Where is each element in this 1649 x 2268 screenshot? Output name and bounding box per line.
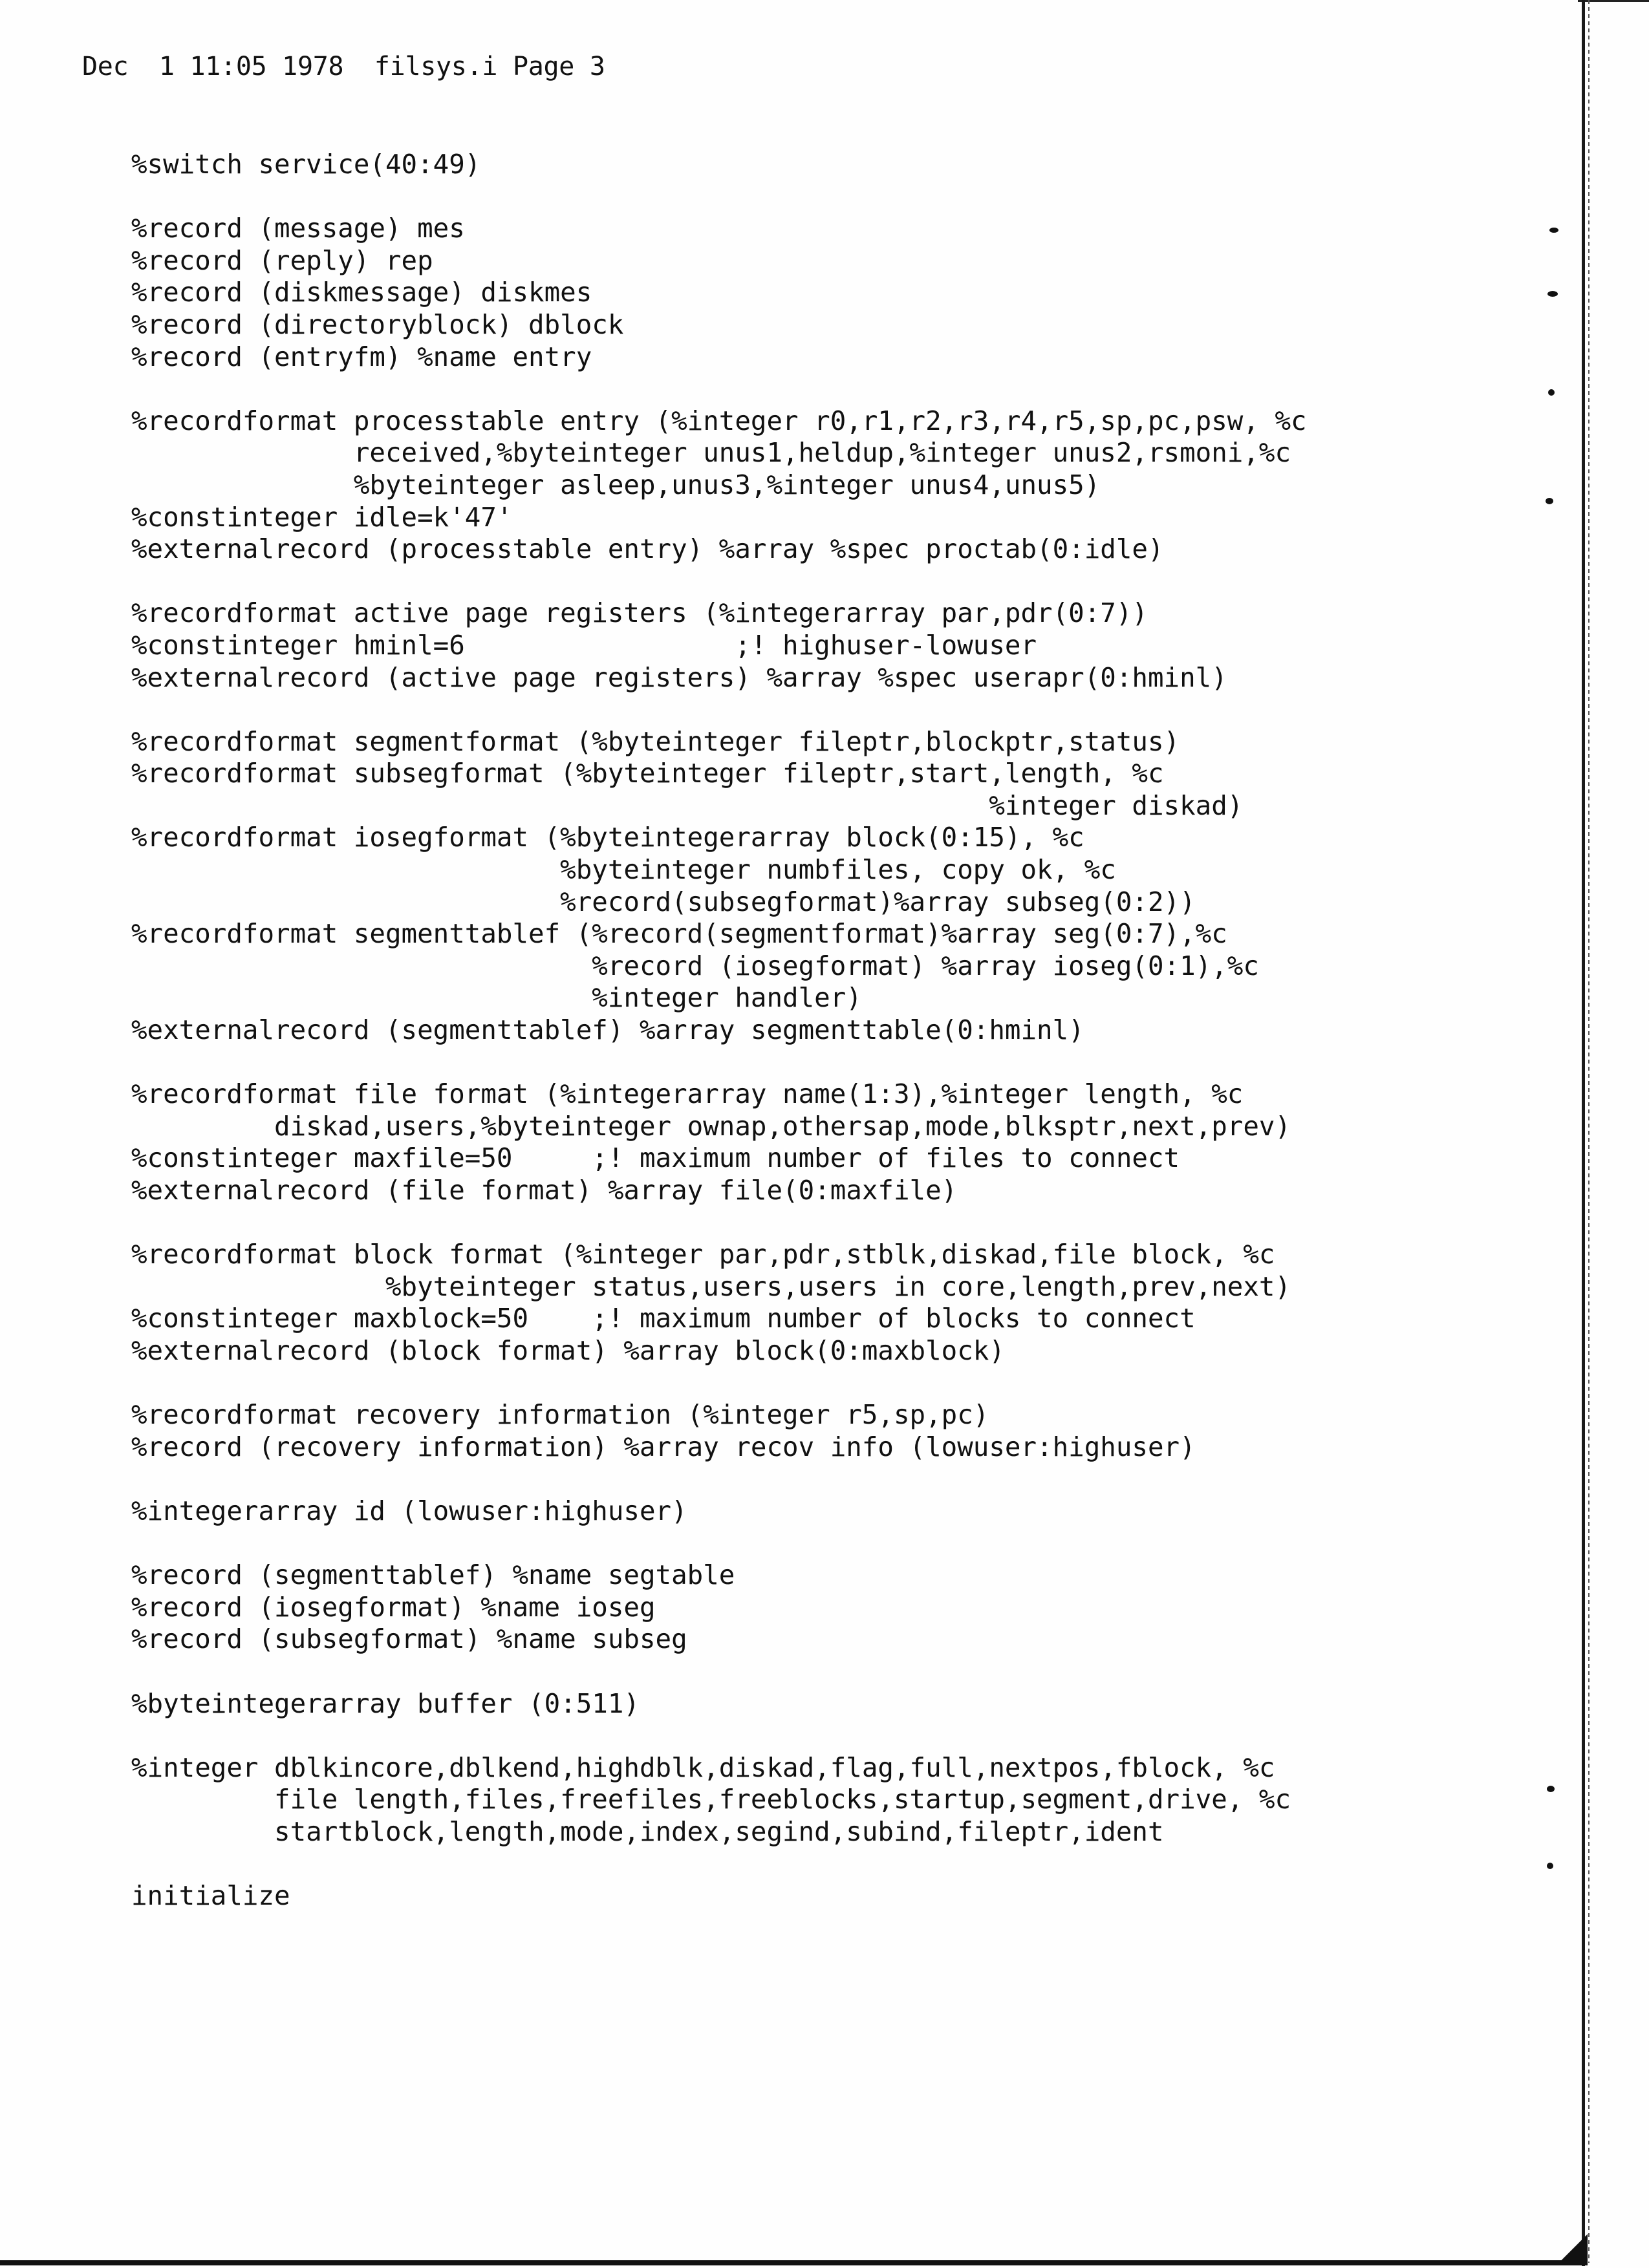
code-line: %recordformat recovery information (%integer r5,sp,pc) — [131, 1399, 989, 1431]
ink-speck — [1547, 291, 1558, 297]
code-line: %externalrecord (active page registers) %array %spec userapr(0:hminl) — [131, 661, 1227, 693]
code-line: %record (iosegformat) %name ioseg — [131, 1591, 656, 1623]
ink-speck — [1549, 228, 1558, 233]
code-line: %externalrecord (block format) %array block(0:maxblock) — [131, 1334, 1005, 1366]
ink-speck — [1547, 1863, 1553, 1869]
code-line: %record (diskmessage) diskmes — [131, 277, 592, 308]
blank-line — [131, 694, 1307, 726]
blank-line — [131, 566, 1307, 598]
code-line: %recordformat active page registers (%integerarray par,pdr(0:7)) — [131, 597, 1148, 629]
code-line: %recordformat segmenttablef (%record(segmentformat)%array seg(0:7),%c — [131, 918, 1227, 950]
file-name: filsys.i — [374, 52, 498, 81]
blank-line — [131, 1047, 1307, 1079]
code-line: %byteinteger status,users,users in core,length,prev,next) — [131, 1270, 1291, 1302]
blank-line — [131, 1463, 1307, 1495]
code-line: %record (iosegformat) %array ioseg(0:1),%c — [131, 950, 1259, 981]
code-line: %recordformat block format (%integer par,pdr,stblk,diskad,file block, %c — [131, 1239, 1275, 1270]
code-line: %externalrecord (segmenttablef) %array segmenttable(0:hminl) — [131, 1014, 1084, 1046]
code-line: %recordformat file format (%integerarray name(1:3),%integer length, %c — [131, 1078, 1244, 1110]
code-line: %byteinteger numbfiles, copy ok, %c — [131, 854, 1116, 886]
code-line: %record (recovery information) %array recov info (lowuser:highuser) — [131, 1431, 1196, 1462]
blank-line — [131, 181, 1307, 213]
code-line: %constinteger maxblock=50 ;! maximum number of blocks to connect — [131, 1303, 1196, 1334]
code-line: %record (message) mes — [131, 213, 465, 244]
code-line: %externalrecord (processtable entry) %array %spec proctab(0:idle) — [131, 533, 1164, 565]
code-line: %record (reply) rep — [131, 244, 433, 276]
code-line: %recordformat processtable entry (%integer r0,r1,r2,r3,r4,r5,sp,pc,psw, %c — [131, 405, 1307, 436]
code-line: %recordformat iosegformat (%byteintegerarray block(0:15), %c — [131, 822, 1084, 853]
code-line: initialize — [131, 1880, 290, 1912]
blank-line — [131, 1528, 1307, 1560]
blank-line — [131, 373, 1307, 405]
blank-line — [131, 1656, 1307, 1688]
blank-line — [131, 1207, 1307, 1239]
page-number: Page 3 — [512, 52, 605, 81]
code-line: diskad,users,%byteinteger ownap,othersap,mode,blksptr,next,prev) — [131, 1110, 1291, 1142]
code-line: %integerarray id (lowuser:highuser) — [131, 1495, 687, 1526]
code-line: %constinteger hminl=6 ;! highuser-lowuser — [131, 629, 1037, 661]
code-line: %record(subsegformat)%array subseg(0:2)) — [131, 886, 1196, 917]
code-line: %byteintegerarray buffer (0:511) — [131, 1687, 640, 1719]
code-line: %externalrecord (file format) %array file(0:maxfile) — [131, 1175, 958, 1206]
code-line: %record (entryfm) %name entry — [131, 341, 592, 372]
print-date: Dec 1 11:05 1978 — [82, 52, 344, 81]
page-bottom-edge — [0, 2260, 1584, 2265]
source-listing — [131, 149, 1307, 1912]
code-line: %integer dblkincore,dblkend,highdblk,diskad,flag,full,nextpos,fblock, %c — [131, 1751, 1275, 1783]
code-line: %integer handler) — [131, 982, 862, 1014]
ink-speck — [1548, 389, 1555, 396]
ink-speck — [1547, 1786, 1555, 1792]
code-line: %constinteger maxfile=50 ;! maximum number of files to connect — [131, 1142, 1180, 1174]
code-line: %constinteger idle=k'47' — [131, 501, 513, 533]
code-line: received,%byteinteger unus1,heldup,%integer unus2,rsmoni,%c — [131, 437, 1291, 469]
code-line: startblock,length,mode,index,segind,subind,fileptr,ident — [131, 1815, 1164, 1847]
code-line: %switch service(40:49) — [131, 149, 481, 180]
code-line: %recordformat segmentformat (%byteinteger fileptr,blockptr,status) — [131, 725, 1180, 757]
page-binding-perforation — [1588, 0, 1590, 2263]
code-line: %byteinteger asleep,unus3,%integer unus4,unus5) — [131, 469, 1101, 500]
code-line: file length,files,freefiles,freeblocks,startup,segment,drive, %c — [131, 1784, 1291, 1815]
code-line: %integer diskad) — [131, 789, 1244, 821]
blank-line — [131, 1848, 1307, 1880]
blank-line — [131, 1367, 1307, 1400]
code-line: %recordformat subsegformat (%byteinteger fileptr,start,length, %c — [131, 758, 1164, 789]
blank-line — [131, 1720, 1307, 1752]
ink-speck — [1546, 498, 1553, 504]
page-corner-curl — [1558, 2224, 1588, 2265]
print-header — [82, 50, 605, 83]
code-line: %record (directoryblock) dblock — [131, 308, 624, 340]
code-line: %record (subsegformat) %name subseg — [131, 1623, 687, 1655]
page-binding-edge — [1582, 0, 1585, 2266]
code-line: %record (segmenttablef) %name segtable — [131, 1559, 735, 1591]
